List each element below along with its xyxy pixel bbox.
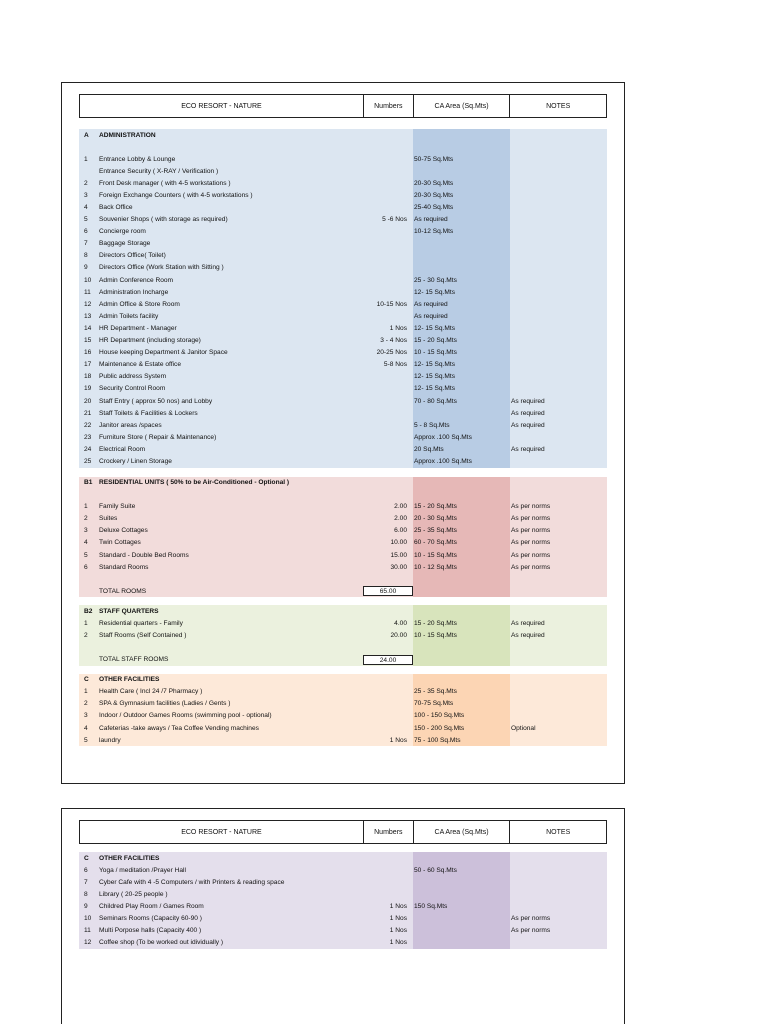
header-title: ECO RESORT - NATURE [181,102,262,110]
row-notes: As per norms [511,515,551,523]
table-row [79,443,607,455]
row-index: 1 [84,155,88,163]
row-ca-area: As required [414,216,448,224]
row-label: OTHER FACILITIES [99,676,160,684]
table-row [79,177,607,189]
row-label: Admin Toilets facility [99,312,159,320]
table-header-row [79,820,607,844]
table-row [79,876,607,888]
row-label: Indoor / Outdoor Games Rooms (swimming pool - optional) [99,712,272,720]
header-ca-area: CA Area (Sq.Mts) [413,821,510,843]
row-label: Admin Conference Room [99,276,174,284]
row-label: STAFF QUARTERS [99,607,159,615]
row-label: Health Care ( Incl 24 /7 Pharmacy ) [99,688,203,696]
table-row [79,153,607,165]
row-index: 6 [84,563,88,571]
table-section [79,674,607,747]
table-row [79,912,607,924]
row-numbers: 15.00 [390,551,407,559]
table-row [79,585,607,597]
row-index: 4 [84,539,88,547]
row-ca-area: 15 - 20 Sq.Mts [414,337,457,345]
table-row [79,189,607,201]
row-ca-area: 60 - 70 Sq.Mts [414,539,457,547]
table-row [79,629,607,641]
row-numbers: 1 Nos [389,915,407,923]
row-label: Directors Office (Work Station with Sitting ) [99,264,224,272]
row-ca-area: 150 Sq.Mts [414,902,448,910]
row-notes: As required [511,421,545,429]
row-label: Concierge room [99,228,146,236]
row-index: 3 [84,191,88,199]
row-numbers: 3 - 4 Nos [380,337,407,345]
row-label: RESIDENTIAL UNITS ( 50% to be Air-Conditioned - Optional ) [99,479,290,487]
row-index: 8 [84,252,88,260]
table-row [79,201,607,213]
table-row [79,925,607,937]
row-numbers: 1 Nos [389,324,407,332]
row-notes: As required [511,619,545,627]
row-index: 18 [84,373,92,381]
row-index: 2 [84,179,88,187]
table-row [79,226,607,238]
spacer-row [79,489,607,501]
row-index: 17 [84,361,92,369]
row-index: 22 [84,421,92,429]
row-label: HR Department - Manager [99,324,177,332]
row-numbers: 1 Nos [389,939,407,947]
table-row [79,900,607,912]
row-label: Foreign Exchange Counters ( with 4-5 workstations ) [99,191,253,199]
row-index: C [84,854,89,862]
row-ca-area: As required [414,312,448,320]
row-label: OTHER FACILITIES [99,854,160,862]
row-numbers: 1 Nos [389,736,407,744]
row-numbers: 5 -6 Nos [382,216,407,224]
table-header-row [79,94,607,118]
table-row [79,455,607,467]
row-index: 4 [84,724,88,732]
row-index: 9 [84,902,88,910]
row-notes: As per norms [511,927,551,935]
row-ca-area: 25 - 30 Sq.Mts [414,276,457,284]
table-row [79,561,607,573]
table-row [79,383,607,395]
row-ca-area: 50-75 Sq.Mts [414,155,454,163]
row-index: 3 [84,527,88,535]
table-section [79,605,607,665]
row-ca-area: 12- 15 Sq.Mts [414,385,456,393]
row-label: Suites [99,515,118,523]
row-label: Standard - Double Bed Rooms [99,551,189,559]
row-index: 5 [84,736,88,744]
table-row [79,654,607,666]
table-row [79,407,607,419]
header-notes: NOTES [509,821,606,843]
row-index: 16 [84,349,92,357]
row-label: Seminars Rooms (Capacity 60-90 ) [99,915,202,923]
row-label: Maintenance & Estate office [99,361,181,369]
row-ca-area: Approx .100 Sq.Mts [414,457,472,465]
row-index: 13 [84,312,92,320]
row-index: 1 [84,619,88,627]
row-index: 19 [84,385,92,393]
row-index: 11 [84,927,91,935]
spacer-row [79,141,607,153]
table-row [79,537,607,549]
row-ca-area: 12- 15 Sq.Mts [414,373,456,381]
table-section [79,852,607,949]
row-label: Staff Rooms (Self Contained ) [99,632,187,640]
table-row [79,395,607,407]
header-title: ECO RESORT - NATURE [181,828,262,836]
table-row [79,238,607,250]
table-row [79,617,607,629]
row-index: 4 [84,204,88,212]
row-numbers: 20-25 Nos [376,349,407,357]
table-row [79,347,607,359]
row-ca-area: 10 - 15 Sq.Mts [414,632,457,640]
document-page-2 [61,808,625,1024]
table-row [79,250,607,262]
row-index: 12 [84,300,92,308]
row-label: Furniture Store ( Repair & Maintenance) [99,433,217,441]
row-index: 21 [84,409,92,417]
row-ca-area: 20-30 Sq.Mts [414,179,454,187]
row-numbers: 10.00 [390,539,407,547]
row-label: Entrance Security ( X-RAY / Verification ) [99,167,219,175]
row-index: 1 [84,688,88,696]
row-ca-area: 25-40 Sq.Mts [414,204,454,212]
row-index: 20 [84,397,92,405]
row-label: Family Suite [99,503,136,511]
row-label: Baggage Storage [99,240,151,248]
requirements-table [79,94,607,746]
row-label: HR Department (including storage) [99,337,201,345]
table-row [79,359,607,371]
section-heading-row [79,129,607,141]
row-index: B1 [84,479,93,487]
row-label: Library ( 20-25 people ) [99,890,168,898]
row-ca-area: As required [414,300,448,308]
spacer-row [79,573,607,585]
header-notes: NOTES [509,95,606,117]
row-label: SPA & Gymnasium facilities (Ladies / Gents ) [99,700,231,708]
table-row [79,710,607,722]
row-ca-area: Approx .100 Sq.Mts [414,433,472,441]
row-numbers: 1 Nos [389,902,407,910]
row-index: B2 [84,607,93,615]
row-numbers: 6.00 [394,527,407,535]
row-label: Security Control Room [99,385,166,393]
row-label: Administration Incharge [99,288,169,296]
row-label: Yoga / meditation /Prayer Hall [99,866,186,874]
row-notes: Optional [511,724,536,732]
row-numbers: 1 Nos [389,927,407,935]
row-label: ADMINISTRATION [99,131,156,139]
spacer-row [79,642,607,654]
row-notes: As required [511,445,545,453]
table-row [79,165,607,177]
row-ca-area: 10 - 15 Sq.Mts [414,551,457,559]
row-label: Electrical Room [99,445,146,453]
row-notes: As required [511,632,545,640]
row-notes: As per norms [511,915,551,923]
row-ca-area: 20 Sq.Mts [414,445,444,453]
row-label: Residential quarters - Family [99,619,183,627]
row-index: 6 [84,866,88,874]
row-index: 8 [84,890,88,898]
row-notes: As required [511,409,545,417]
row-label: Janitor areas /spaces [99,421,162,429]
row-label: Staff Entry ( approx 50 nos) and Lobby [99,397,213,405]
row-index: 25 [84,457,92,465]
document-page-1 [61,82,625,784]
row-ca-area: 15 - 20 Sq.Mts [414,503,457,511]
row-label: Childred Play Room / Games Room [99,902,204,910]
row-ca-area: 12- 15 Sq.Mts [414,324,456,332]
row-label: Admin Office & Store Room [99,300,180,308]
row-label: Standard Rooms [99,563,149,571]
table-row [79,431,607,443]
requirements-table [79,820,607,949]
row-label: Crockery / Linen Storage [99,457,172,465]
table-row [79,698,607,710]
row-index: 23 [84,433,92,441]
row-numbers: 2.00 [394,515,407,523]
row-notes: As per norms [511,527,551,535]
row-index: 10 [84,915,92,923]
row-ca-area: 50 - 60 Sq.Mts [414,866,457,874]
row-numbers: 10-15 Nos [376,300,407,308]
header-ca-area: CA Area (Sq.Mts) [413,95,510,117]
table-section [79,477,607,598]
row-ca-area: 10 - 15 Sq.Mts [414,349,457,357]
row-index: 1 [84,503,88,511]
table-section [79,129,607,468]
row-ca-area: 70 - 80 Sq.Mts [414,397,457,405]
table-row [79,864,607,876]
row-notes: As required [511,397,545,405]
row-index: 3 [84,712,88,720]
row-numbers: 4.00 [394,619,407,627]
header-numbers: Numbers [363,821,413,843]
table-row [79,501,607,513]
table-row [79,513,607,525]
row-ca-area: 100 - 150 Sq.Mts [414,712,465,720]
row-label: Back Office [99,204,133,212]
total-value: 24.00 [363,655,413,665]
header-numbers: Numbers [363,95,413,117]
row-index: 5 [84,551,88,559]
section-heading-row [79,852,607,864]
row-notes: As per norms [511,503,551,511]
row-ca-area: 5 - 8 Sq.Mts [414,421,450,429]
row-label: laundry [99,736,121,744]
row-index: 14 [84,324,92,332]
total-value: 65.00 [363,586,413,596]
row-label: TOTAL STAFF ROOMS [99,656,169,664]
row-label: Front Desk manager ( with 4-5 workstations ) [99,179,231,187]
row-numbers: 30.00 [390,563,407,571]
row-notes: As per norms [511,539,551,547]
row-label: Coffee shop (To be worked out idividually ) [99,939,224,947]
row-label: Public address System [99,373,167,381]
table-row [79,371,607,383]
row-label: TOTAL ROOMS [99,587,147,595]
table-row [79,937,607,949]
row-ca-area: 25 - 35 Sq.Mts [414,527,457,535]
row-label: Directors Office( Toilet) [99,252,166,260]
row-index: 11 [84,288,91,296]
table-row [79,686,607,698]
row-index: A [84,131,89,139]
row-index: 2 [84,515,88,523]
row-numbers: 20.00 [390,632,407,640]
row-index: 2 [84,632,88,640]
row-index: 24 [84,445,92,453]
row-label: Multi Porpose halls (Capacity 400 ) [99,927,202,935]
table-row [79,722,607,734]
row-label: Cyber Cafe with 4 -5 Computers / with Printers & reading space [99,878,285,886]
row-label: Cafeterias -take aways / Tea Coffee Vending machines [99,724,259,732]
row-ca-area: 15 - 20 Sq.Mts [414,619,457,627]
row-label: Staff Toilets & Facilities & Lockers [99,409,198,417]
table-row [79,322,607,334]
table-row [79,262,607,274]
row-ca-area: 10 - 12 Sq.Mts [414,563,457,571]
table-row [79,734,607,746]
row-index: 9 [84,264,88,272]
row-ca-area: 12- 15 Sq.Mts [414,288,456,296]
row-ca-area: 25 - 35 Sq.Mts [414,688,457,696]
row-index: 5 [84,216,88,224]
row-label: Twin Cottages [99,539,141,547]
row-notes: As per norms [511,551,551,559]
row-ca-area: 20 - 30 Sq.Mts [414,515,457,523]
row-numbers: 2.00 [394,503,407,511]
table-row [79,419,607,431]
table-row [79,335,607,347]
table-row [79,286,607,298]
row-label: Souvenier Shops ( with storage as required) [99,216,228,224]
row-index: 12 [84,939,92,947]
row-ca-area: 10-12 Sq.Mts [414,228,454,236]
row-label: House keeping Department & Janitor Space [99,349,228,357]
section-heading-row [79,674,607,686]
table-row [79,214,607,226]
row-ca-area: 70-75 Sq.Mts [414,700,454,708]
row-index: 15 [84,337,92,345]
table-row [79,549,607,561]
row-numbers: 5-8 Nos [383,361,407,369]
table-row [79,525,607,537]
section-heading-row [79,477,607,489]
row-ca-area: 20-30 Sq.Mts [414,191,454,199]
row-index: C [84,676,89,684]
row-ca-area: 12- 15 Sq.Mts [414,361,456,369]
row-index: 7 [84,240,88,248]
section-heading-row [79,605,607,617]
table-row [79,298,607,310]
row-index: 2 [84,700,88,708]
row-notes: As per norms [511,563,551,571]
table-row [79,274,607,286]
table-row [79,888,607,900]
row-label: Deluxe Cottages [99,527,148,535]
row-label: Entrance Lobby & Lounge [99,155,176,163]
row-ca-area: 150 - 200 Sq.Mts [414,724,465,732]
row-ca-area: 75 - 100 Sq.Mts [414,736,461,744]
row-index: 10 [84,276,92,284]
row-index: 7 [84,878,88,886]
row-index: 6 [84,228,88,236]
table-row [79,310,607,322]
